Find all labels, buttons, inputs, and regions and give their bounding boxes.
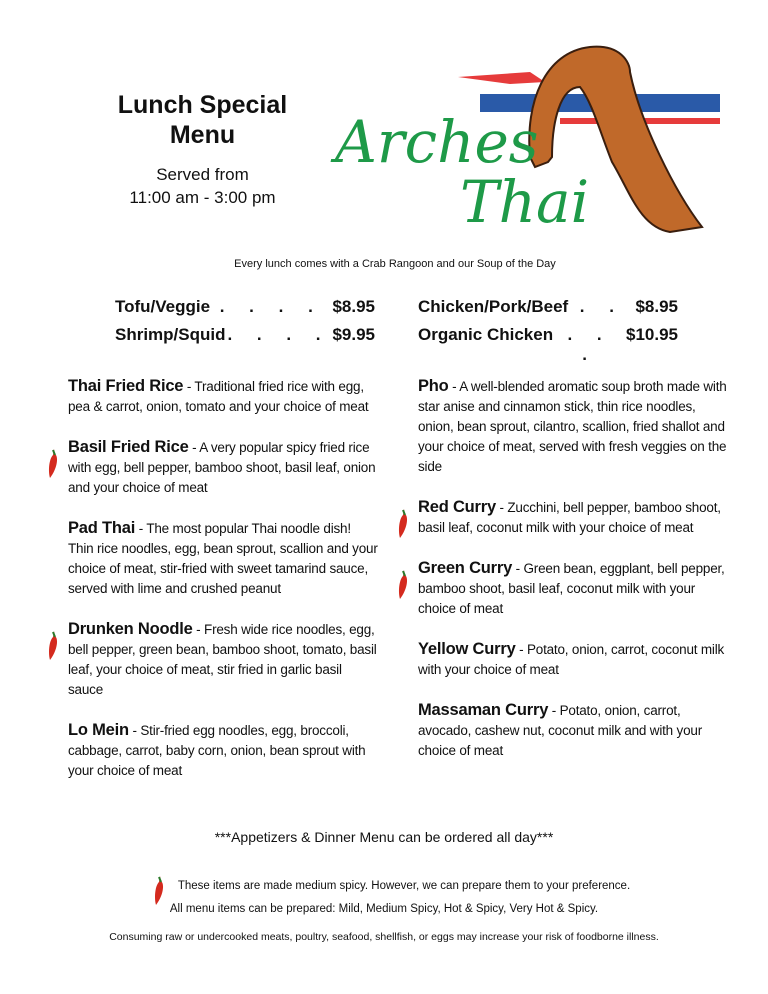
item-desc: - Potato, onion, carrot, coconut milk with your choice of meat: [418, 642, 725, 677]
chili-pepper-icon: [46, 631, 60, 661]
item-name: Lo Mein: [68, 721, 129, 739]
item-name: Drunken Noodle: [68, 620, 193, 638]
item-desc: - A very popular spicy fried rice with egg, bell pepper, bamboo shoot, basil leaf, onion and your choice of meat: [68, 440, 376, 495]
price-name: Tofu/Veggie: [115, 297, 211, 316]
item-name: Red Curry: [418, 498, 496, 516]
left-menu-column: [68, 376, 378, 801]
spicy-note: These items are made medium spicy. However, we can prepare them to your preference.: [177, 880, 631, 892]
all-day-note: ***Appetizers & Dinner Menu can be ordered all day***: [214, 829, 554, 845]
item-desc: - Stir-fried egg noodles, egg, broccoli, cabbage, carrot, baby corn, onion, bean sprout with your choice of meat: [68, 723, 366, 778]
title-line-2: Menu: [169, 121, 236, 149]
menu-item: [418, 497, 728, 538]
price-name: Organic Chicken: [418, 325, 554, 344]
price-row: [418, 297, 678, 317]
item-desc: - Zucchini, bell pepper, bamboo shoot, basil leaf, coconut milk with your choice of meat: [418, 500, 721, 535]
price-dots: . . . .: [219, 297, 323, 316]
served-label: Served from: [156, 165, 249, 184]
served-hours: [100, 163, 305, 209]
menu-item: [418, 558, 728, 619]
item-desc: - The most popular Thai noodle dish! Thin rice noodles, egg, bean sprout, scallion and your choice of meat, stir-fried with sweet tamarind sauce, served with lime and crushed peanut: [68, 521, 378, 596]
item-name: Thai Fried Rice: [68, 377, 184, 395]
chili-pepper-icon: [396, 509, 410, 539]
item-desc: - Green bean, eggplant, bell pepper, bamboo shoot, basil leaf, coconut milk with your choice of meat: [418, 561, 725, 616]
menu-item: [68, 437, 378, 498]
price-name: Shrimp/Squid: [115, 325, 226, 344]
chili-pepper-icon: [46, 449, 60, 479]
price-row: [115, 297, 375, 317]
served-time: 11:00 am - 3:00 pm: [129, 188, 276, 207]
price-dots: . . . .: [227, 325, 331, 344]
menu-item: [68, 376, 378, 417]
item-name: Pad Thai: [68, 519, 136, 537]
item-desc: - Potato, onion, carrot, avocado, cashew nut, coconut milk and with your choice of meat: [418, 703, 703, 758]
price-name: Chicken/Pork/Beef: [418, 297, 569, 316]
price-dots: . . .: [567, 325, 612, 364]
item-name: Yellow Curry: [418, 640, 516, 658]
chili-pepper-icon: [396, 570, 410, 600]
item-name: Green Curry: [418, 559, 513, 577]
price-row: [115, 325, 375, 345]
item-desc: - Fresh wide rice noodles, egg, bell pepper, green bean, bamboo shoot, tomato, basil leaf, your choice of meat, stir fried in garlic basil sauce: [68, 622, 377, 697]
price-value: $9.95: [332, 325, 375, 344]
right-menu-column: [418, 376, 728, 781]
arches-thai-logo: [330, 42, 730, 237]
menu-item: [418, 700, 728, 761]
menu-item: [68, 619, 378, 700]
intro-text: Every lunch comes with a Crab Rangoon and our Soup of the Day: [234, 258, 556, 270]
spice-levels-note: All menu items can be prepared: Mild, Medium Spicy, Hot & Spicy, Very Hot & Spicy.: [169, 903, 599, 915]
price-dots: . .: [579, 297, 624, 316]
menu-title: [100, 90, 305, 150]
menu-item: [68, 518, 378, 599]
item-name: Massaman Curry: [418, 701, 549, 719]
price-value: $8.95: [332, 297, 375, 316]
menu-item: [418, 639, 728, 680]
title-line-1: Lunch Special: [117, 91, 288, 119]
logo-text-thai: Thai: [460, 168, 590, 236]
item-name: Pho: [418, 377, 449, 395]
price-row: [418, 325, 678, 365]
item-name: Basil Fried Rice: [68, 438, 189, 456]
logo-text-arches: Arches: [335, 108, 539, 176]
price-value: $10.95: [626, 325, 678, 344]
item-desc: - A well-blended aromatic soup broth made with star anise and cinnamon stick, thin rice noodles, onion, bean sprout, cilantro, scallion, fried shallot and your choice of meat, served with fresh veggies on the side: [418, 379, 727, 474]
menu-item: [418, 376, 728, 477]
menu-item: [68, 720, 378, 781]
price-value: $8.95: [635, 297, 678, 316]
foodborne-warning: Consuming raw or undercooked meats, poultry, seafood, shellfish, or eggs may increase your risk of foodborne illness.: [109, 931, 659, 943]
item-desc: - Traditional fried rice with egg, pea & carrot, onion, tomato and your choice of meat: [68, 379, 369, 414]
